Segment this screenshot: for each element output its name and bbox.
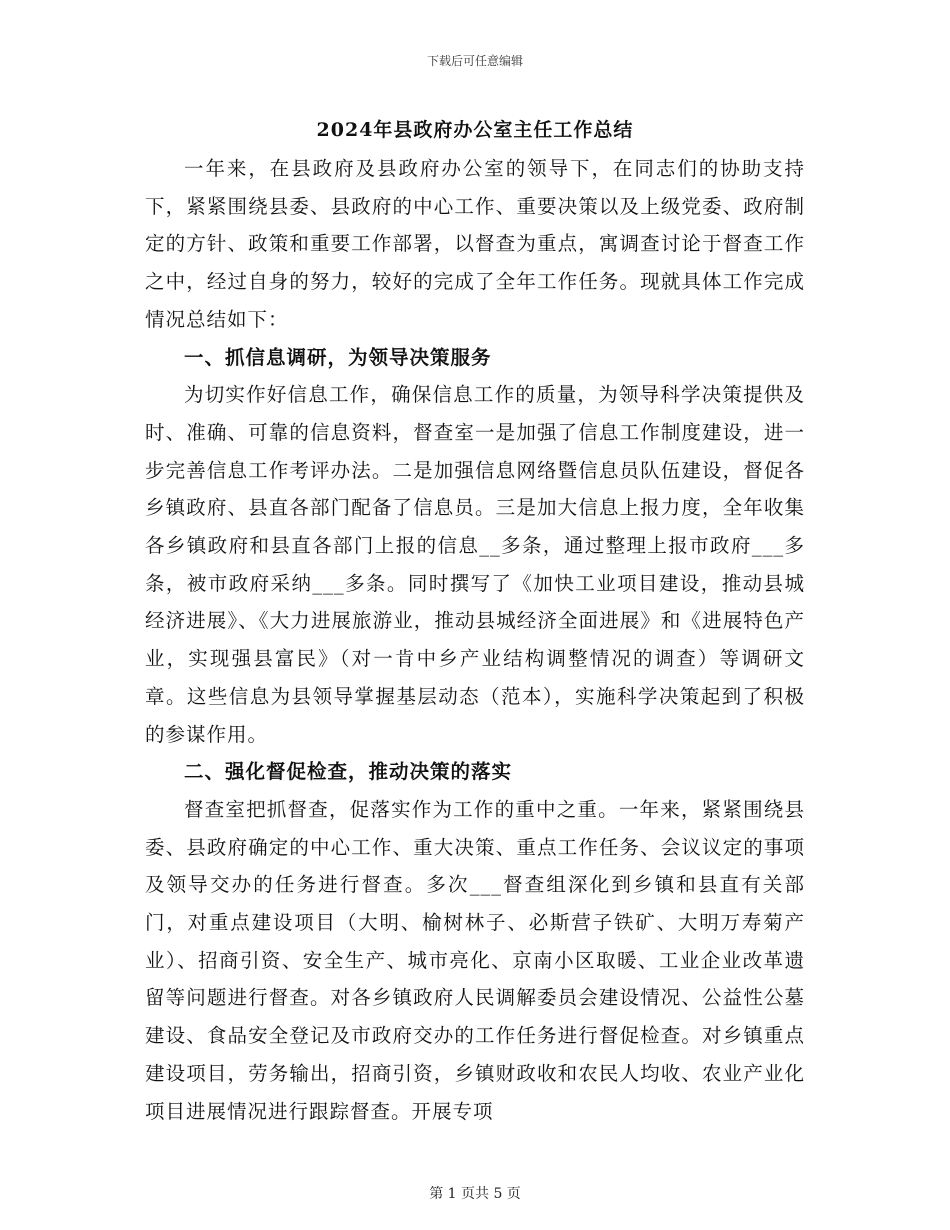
page-number-footer: 第 1 页共 5 页 bbox=[429, 1186, 521, 1202]
intro-paragraph: 一年来，在县政府及县政府办公室的领导下，在同志们的协助支持下，紧紧围绕县委、县政府的中心工作、重要决策以及上级党委、政府制定的方针、政策和重要工作部署，以督查为重点，寓调查讨论于督查工作之中，经过自身的努力，较好的完成了全年工作任务。现就具体工作完成情况总结如下： bbox=[145, 157, 805, 331]
document-title: 2024年县政府办公室主任工作总结 bbox=[316, 119, 634, 141]
section-2-heading: 二、强化督促检查，推动决策的落实 bbox=[184, 760, 513, 784]
section-1-heading: 一、抓信息调研，为领导决策服务 bbox=[184, 345, 492, 369]
page-header-note: 下载后可任意编辑 bbox=[426, 54, 523, 68]
section-1-paragraph: 为切实作好信息工作，确保信息工作的质量，为领导科学决策提供及时、准确、可靠的信息资料，督查室一是加强了信息工作制度建设，进一步完善信息工作考评办法。二是加强信息网络暨信息员队伍建设，督促各乡镇政府、县直各部门配备了信息员。三是加大信息上报力度，全年收集各乡镇政府和县直各部门上报的信息__多条，通过整理上报市政府___多条，被市政府采纳___多条。同时撰写了《加快工业项目建设，推动县城经济进展》、《大力进展旅游业，推动县城经济全面进展》和《进展特色产业，实现强县富民》（对一肯中乡产业结构调整情况的调查）等调研文章。这些信息为县领导掌握基层动态（范本），实施科学决策起到了积极的参谋作用。 bbox=[145, 383, 805, 746]
section-2-paragraph: 督查室把抓督查，促落实作为工作的重中之重。一年来，紧紧围绕县委、县政府确定的中心工作、重大决策、重点工作任务、会议议定的事项及领导交办的任务进行督查。多次___督查组深化到乡镇和县直有关部门，对重点建设项目（大明、榆树林子、必斯营子铁矿、大明万寿菊产业）、招商引资、安全生产、城市亮化、京南小区取暖、工业企业改革遗留等问题进行督查。对各乡镇政府人民调解委员会建设情况、公益性公墓建设、食品安全登记及市政府交办的工作任务进行督促检查。对乡镇重点建设项目，劳务输出，招商引资，乡镇财政收和农民人均收、农业产业化项目进展情况进行跟踪督查。开展专项 bbox=[145, 797, 805, 1123]
document-body bbox=[145, 150, 805, 1130]
